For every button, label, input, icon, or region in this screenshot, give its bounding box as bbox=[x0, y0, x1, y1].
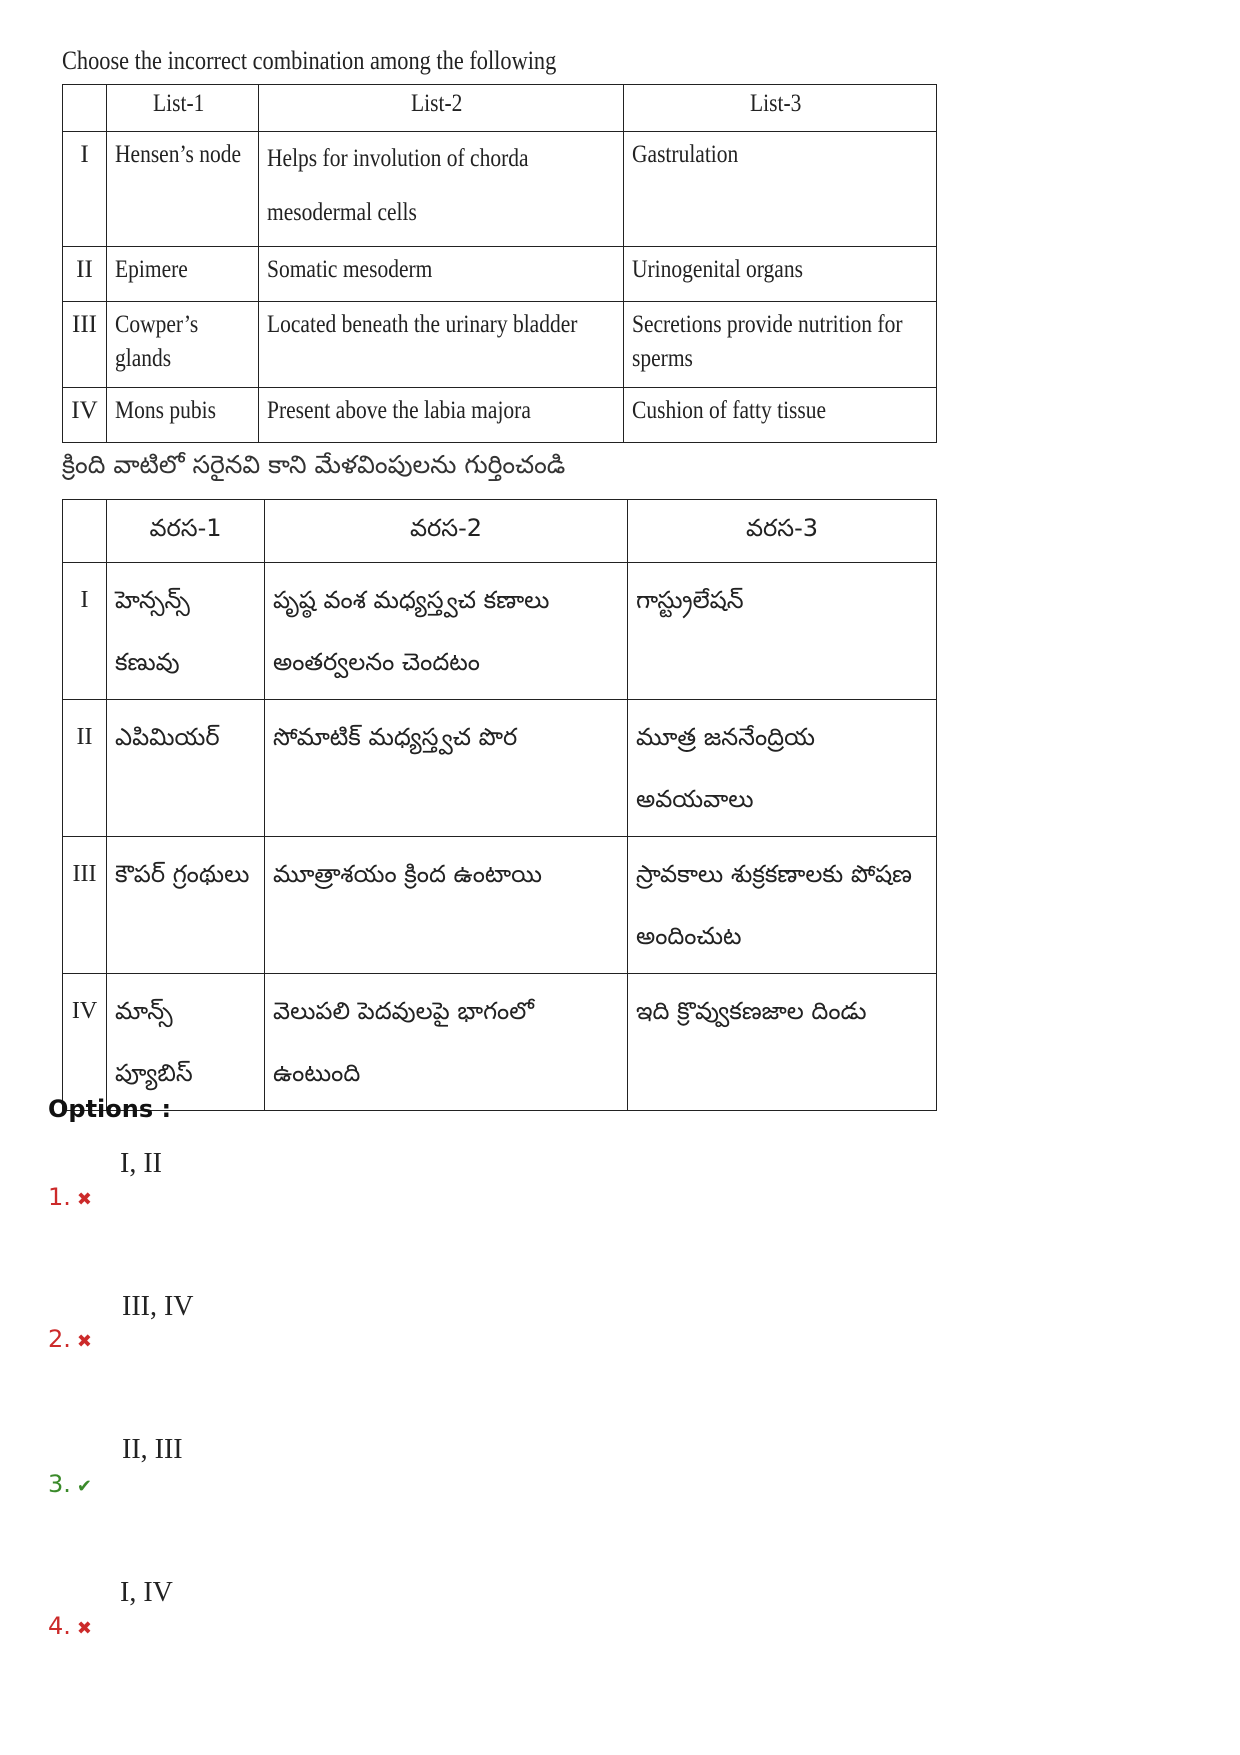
table-row bbox=[63, 700, 937, 837]
cross-icon: ✖ bbox=[76, 1618, 92, 1639]
header-list-1: List-1 bbox=[107, 85, 259, 132]
table-row bbox=[63, 302, 937, 388]
table-row bbox=[63, 974, 937, 1111]
header-list-1: వరస-1 bbox=[107, 500, 265, 563]
list-1-cell: కౌపర్ గ్రంథులు bbox=[107, 837, 265, 974]
row-number: IV bbox=[63, 974, 107, 1111]
options-heading: Options : bbox=[48, 1095, 172, 1123]
table-row bbox=[63, 837, 937, 974]
header-list-2: వరస-2 bbox=[265, 500, 628, 563]
option-number: 2. ✖ bbox=[48, 1325, 92, 1353]
row-number: III bbox=[63, 302, 107, 388]
header-list-2: List-2 bbox=[259, 85, 624, 132]
cross-icon: ✖ bbox=[76, 1331, 92, 1352]
list-2-cell: Present above the labia majora bbox=[259, 388, 624, 443]
list-2-cell: Somatic mesoderm bbox=[259, 247, 624, 302]
header-list-3: List-3 bbox=[624, 85, 937, 132]
list-3-cell: Gastrulation bbox=[624, 132, 937, 247]
row-number: I bbox=[63, 563, 107, 700]
list-1-cell: హెన్సన్స్ కణువు bbox=[107, 563, 265, 700]
list-3-cell: స్రావకాలు శుక్రకణాలకు పోషణ అందించుట bbox=[628, 837, 937, 974]
list-1-cell: మాన్స్ ప్యూబిస్ bbox=[107, 974, 265, 1111]
row-number: II bbox=[63, 247, 107, 302]
question-text-telugu: క్రింది వాటిలో సరైనవి కాని మేళవింపులను గుర్తించండి bbox=[62, 450, 566, 479]
list-2-cell: Helps for involution of chorda mesodermal cells bbox=[259, 132, 624, 247]
list-3-cell: మూత్ర జననేంద్రియ అవయవాలు bbox=[628, 700, 937, 837]
check-icon: ✔ bbox=[76, 1476, 92, 1497]
table-row bbox=[63, 247, 937, 302]
table-row bbox=[63, 388, 937, 443]
list-2-cell: సోమాటిక్ మధ్యస్త్వచ పొర bbox=[265, 700, 628, 837]
header-cell-blank bbox=[63, 85, 107, 132]
list-1-cell: Epimere bbox=[107, 247, 259, 302]
table-row bbox=[63, 563, 937, 700]
option-text: II, III bbox=[122, 1434, 183, 1465]
list-1-cell: ఎపిమియర్ bbox=[107, 700, 265, 837]
list-1-cell: Cowper’s glands bbox=[107, 302, 259, 388]
list-3-cell: ఇది క్రొవ్వుకణజాల దిండు bbox=[628, 974, 937, 1111]
header-cell-blank bbox=[63, 500, 107, 563]
header-list-3: వరస-3 bbox=[628, 500, 937, 563]
list-3-cell: Cushion of fatty tissue bbox=[624, 388, 937, 443]
option-number: 1. ✖ bbox=[48, 1183, 92, 1211]
table-header-row bbox=[63, 85, 937, 132]
list-3-cell: గాస్ట్రులేషన్ bbox=[628, 563, 937, 700]
cross-icon: ✖ bbox=[76, 1189, 92, 1210]
match-table-telugu bbox=[62, 499, 937, 1111]
list-2-cell: Located beneath the urinary bladder bbox=[259, 302, 624, 388]
option-number: 4. ✖ bbox=[48, 1612, 92, 1640]
row-number: III bbox=[63, 837, 107, 974]
option-number: 3. ✔ bbox=[48, 1470, 92, 1498]
list-2-cell: వెలుపలి పెదవులపై భాగంలో ఉంటుంది bbox=[265, 974, 628, 1111]
option-text: I, IV bbox=[120, 1577, 173, 1608]
option-text: I, II bbox=[120, 1148, 162, 1179]
list-3-cell: Secretions provide nutrition for sperms bbox=[624, 302, 937, 388]
match-table-english bbox=[62, 84, 937, 443]
list-2-cell: మూత్రాశయం క్రింద ఉంటాయి bbox=[265, 837, 628, 974]
row-number: II bbox=[63, 700, 107, 837]
table-row bbox=[63, 132, 937, 247]
question-text: Choose the incorrect combination among the following bbox=[62, 46, 557, 75]
option-text: III, IV bbox=[122, 1291, 194, 1322]
row-number: I bbox=[63, 132, 107, 247]
row-number: IV bbox=[63, 388, 107, 443]
list-1-cell: Mons pubis bbox=[107, 388, 259, 443]
table-header-row bbox=[63, 500, 937, 563]
list-2-cell: పృష్ఠ వంశ మధ్యస్త్వచ కణాలు అంతర్వలనం చెందటం bbox=[265, 563, 628, 700]
list-3-cell: Urinogenital organs bbox=[624, 247, 937, 302]
list-1-cell: Hensen’s node bbox=[107, 132, 259, 247]
